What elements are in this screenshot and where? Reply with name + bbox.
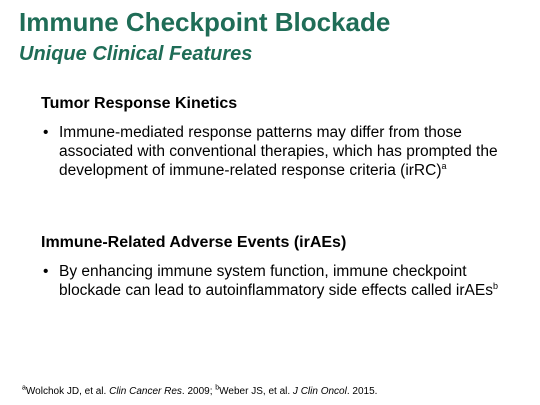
bullet-text-body: By enhancing immune system function, immune checkpoint blockade can lead to autoinflammatory side effects called irAEs — [59, 263, 493, 299]
section-adverse-events — [41, 232, 511, 300]
bullet-text — [59, 262, 511, 300]
bullet-item — [41, 123, 511, 180]
footnote-marker-b: b — [215, 384, 220, 392]
bullet-dot-icon: • — [43, 263, 49, 280]
bullet-text-body: Immune-mediated response patterns may differ from those associated with conventional therapies, which has prompted the development of immune-related response criteria (irRC) — [59, 124, 498, 179]
footnote-tail-b: . 2015. — [346, 386, 378, 397]
section-heading: Immune-Related Adverse Events (irAEs) — [41, 234, 347, 251]
slide-subtitle: Unique Clinical Features — [19, 43, 253, 65]
footnote-authors-b: Weber JS, et al. — [219, 386, 293, 397]
bullet-text — [59, 123, 511, 180]
bullet-item — [41, 262, 511, 300]
footnote-authors-a: Wolchok JD, et al. — [25, 386, 110, 397]
footnote — [22, 385, 377, 398]
section-tumor-response — [41, 93, 511, 180]
footnote-marker-a: a — [22, 384, 26, 392]
slide-title: Immune Checkpoint Blockade — [19, 7, 391, 37]
footnote-journal-b: J Clin Oncol — [292, 386, 347, 397]
section-heading: Tumor Response Kinetics — [41, 95, 238, 112]
reference-marker: a — [441, 160, 447, 171]
footnote-tail-a: . 2009; — [181, 386, 216, 397]
bullet-dot-icon: • — [43, 124, 49, 141]
reference-marker: b — [492, 280, 498, 291]
footnote-journal-a: Clin Cancer Res — [109, 386, 182, 397]
